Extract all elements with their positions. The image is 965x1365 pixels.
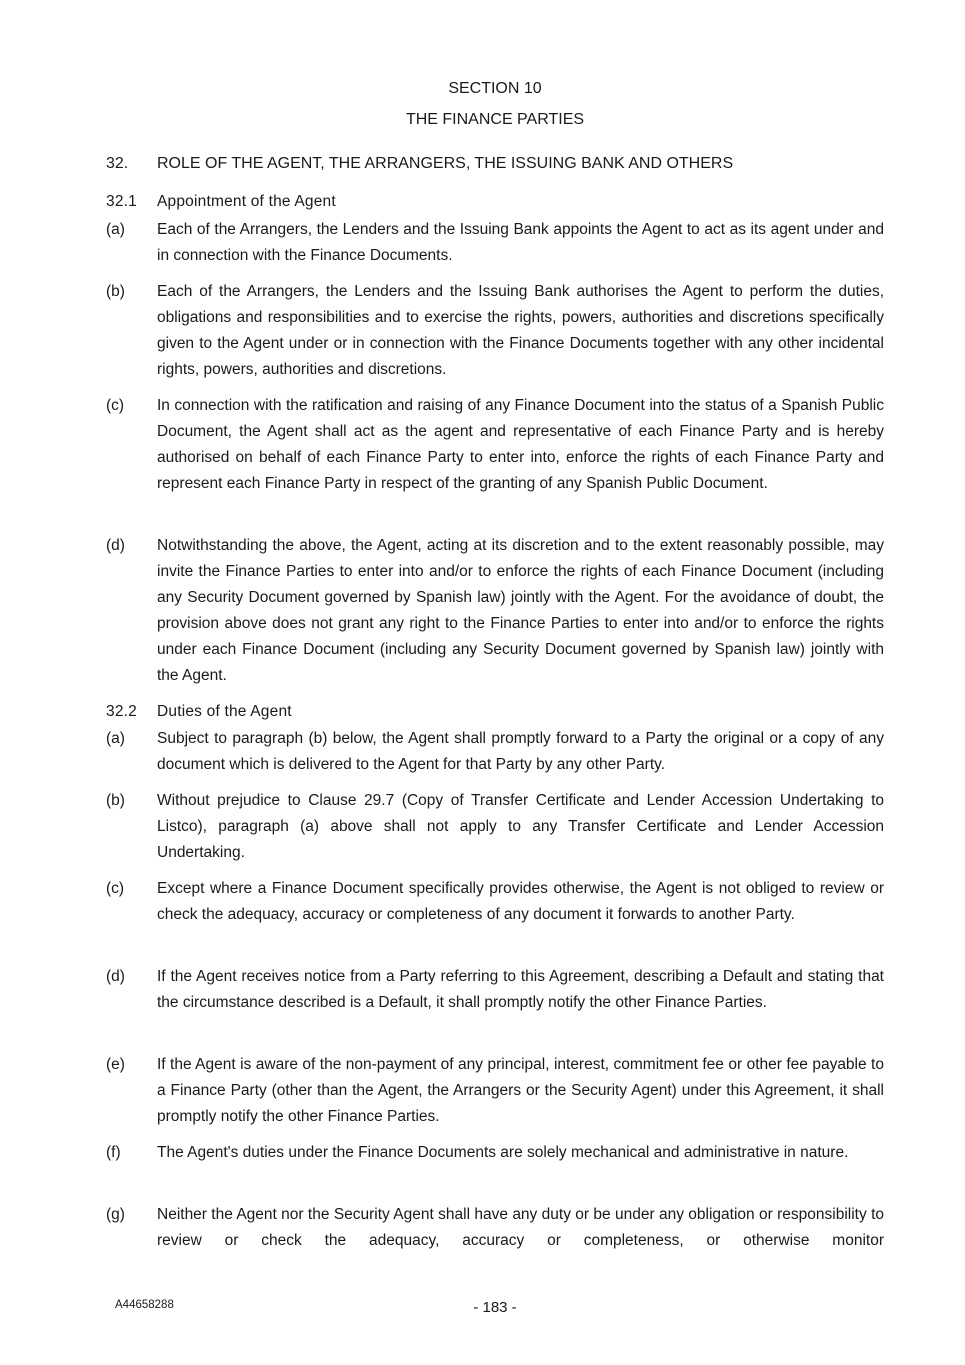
paragraph xyxy=(106,1202,884,1254)
paragraph-label: (a) xyxy=(106,221,125,238)
paragraph-text: Each of the Arrangers, the Lenders and the Issuing Bank appoints the Agent to act as its agent under and in connection with the Finance Documents. xyxy=(157,221,884,264)
paragraph-text: Without prejudice to Clause 29.7 (Copy of Transfer Certificate and Lender Accession Undertaking to Listco), paragraph (a) above shall not apply to any Transfer Certificate and Lender Accession Undertaking. xyxy=(157,792,884,861)
paragraph-text: Neither the Agent nor the Security Agent shall have any duty or be under any obligation or responsibility to review or check the adequacy, accuracy or completeness, or otherwise monitor xyxy=(157,1206,884,1249)
paragraph xyxy=(106,964,884,1016)
paragraph xyxy=(106,1052,884,1130)
paragraph-text: Notwithstanding the above, the Agent, acting at its discretion and to the extent reasonably possible, may invite the Finance Parties to enter into and/or to enforce the rights of each Finance Document (including any Security Document governed by Spanish law) jointly with the Agent. For the avoidance of doubt, the provision above does not grant any right to the Finance Parties to enter into and/or to enforce the rights under each Finance Document (including any Security Document governed by Spanish law) jointly with the Agent. xyxy=(157,537,884,684)
paragraph-text: The Agent's duties under the Finance Documents are solely mechanical and administrative in nature. xyxy=(157,1144,849,1161)
paragraph-text: Subject to paragraph (b) below, the Agent shall promptly forward to a Party the original or a copy of any document which is delivered to the Agent for that Party by any other Party. xyxy=(157,730,884,773)
paragraph xyxy=(106,788,884,866)
paragraph-label: (g) xyxy=(106,1206,125,1223)
clause-title: ROLE OF THE AGENT, THE ARRANGERS, THE ISSUING BANK AND OTHERS xyxy=(157,155,734,172)
paragraph-label: (b) xyxy=(106,792,125,809)
paragraph-text: Each of the Arrangers, the Lenders and the Issuing Bank authorises the Agent to perform the duties, obligations and responsibilities and to exercise the rights, powers, authorities and discretions specifically given to the Agent under or in connection with the Finance Documents together with any other incidental rights, powers, authorities and discretions. xyxy=(157,283,884,378)
subclause-title: Appointment of the Agent xyxy=(157,193,336,210)
document-id: A44658288 xyxy=(115,1299,174,1311)
paragraph-label: (a) xyxy=(106,730,125,747)
paragraph xyxy=(106,876,884,928)
subclause-title: Duties of the Agent xyxy=(157,703,292,720)
paragraph-label: (d) xyxy=(106,968,125,985)
section-subtitle: THE FINANCE PARTIES xyxy=(405,111,585,128)
paragraph-label: (c) xyxy=(106,397,125,414)
paragraph-text: If the Agent is aware of the non-payment of any principal, interest, commitment fee or other fee payable to a Finance Party (other than the Agent, the Arrangers or the Security Agent) under this Agreement, it shall promptly notify the other Finance Parties. xyxy=(157,1056,884,1125)
subclause-number: 32.2 xyxy=(106,703,137,720)
section-title: SECTION 10 xyxy=(448,80,542,97)
paragraph xyxy=(106,279,884,383)
paragraph xyxy=(106,1140,884,1166)
paragraph-label: (e) xyxy=(106,1056,125,1073)
paragraph-label: (b) xyxy=(106,283,125,300)
subclause-number: 32.1 xyxy=(106,193,137,210)
clause-number: 32. xyxy=(106,155,129,172)
paragraph-label: (c) xyxy=(106,880,125,897)
paragraph xyxy=(106,533,884,689)
paragraph-label: (d) xyxy=(106,537,125,554)
paragraph xyxy=(106,217,884,269)
paragraph-label: (f) xyxy=(106,1144,121,1161)
paragraph xyxy=(106,726,884,778)
paragraph-text: Except where a Finance Document specifically provides otherwise, the Agent is not obliged to review or check the adequacy, accuracy or completeness of any document it forwards to another Party. xyxy=(157,880,884,923)
paragraph-text: In connection with the ratification and raising of any Finance Document into the status of a Spanish Public Document, the Agent shall act as the agent and representative of each Finance Party and is hereby authorised on behalf of each Finance Party to enter into, enforce the rights of each Finance Party and represent each Finance Party in respect of the granting of any Spanish Public Document. xyxy=(157,397,884,492)
page-number: - 183 - xyxy=(473,1299,517,1316)
paragraph xyxy=(106,393,884,497)
paragraph-text: If the Agent receives notice from a Party referring to this Agreement, describing a Default and stating that the circumstance described is a Default, it shall promptly notify the other Finance Parties. xyxy=(157,968,884,1011)
